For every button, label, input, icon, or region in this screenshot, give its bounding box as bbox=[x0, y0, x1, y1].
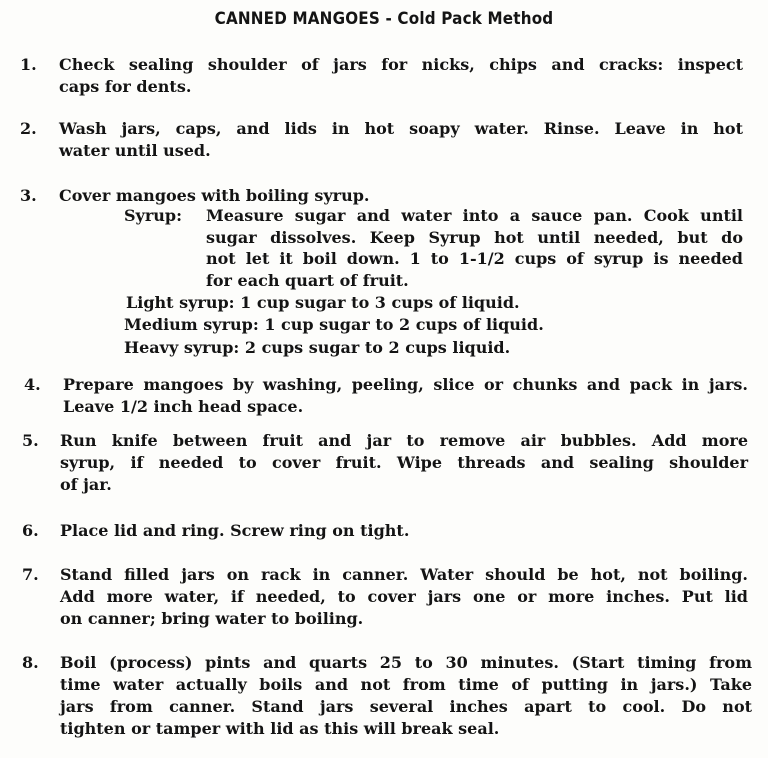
step-number: 3. bbox=[20, 186, 37, 205]
step-text-line: Place lid and ring. Screw ring on tight. bbox=[60, 521, 410, 540]
page-title: CANNED MANGOES - Cold Pack Method bbox=[214, 9, 554, 28]
heavy-syrup: Heavy syrup: 2 cups sugar to 2 cups liquid. bbox=[124, 338, 511, 357]
step-text-line: caps for dents. bbox=[59, 77, 192, 96]
syrup-text-line: Measure sugar and water into a sauce pan. Cook until bbox=[206, 206, 743, 225]
syrup-text-line: for each quart of fruit. bbox=[206, 270, 409, 290]
light-syrup: Light syrup: 1 cup sugar to 3 cups of liquid. bbox=[126, 293, 520, 312]
step-number: 1. bbox=[20, 55, 37, 74]
step-text-line: time water actually boils and not from time of putting in jars.) Take bbox=[60, 675, 752, 694]
syrup-text-line: not let it boil down. 1 to 1-1/2 cups of syrup is needed bbox=[206, 249, 743, 268]
step-text-line: on canner; bring water to boiling. bbox=[60, 609, 364, 628]
medium-syrup: Medium syrup: 1 cup sugar to 2 cups of liquid. bbox=[124, 315, 544, 334]
step-text-line: Boil (process) pints and quarts 25 to 30 minutes. (Start timing from bbox=[60, 653, 752, 672]
step-text-line: of jar. bbox=[60, 475, 112, 494]
step-text-line: Add more water, if needed, to cover jars one or more inches. Put lid bbox=[60, 587, 748, 606]
step-text-line: tighten or tamper with lid as this will break seal. bbox=[60, 719, 500, 738]
step-text-line: Wash jars, caps, and lids in hot soapy water. Rinse. Leave in hot bbox=[59, 119, 743, 138]
step-number: 5. bbox=[22, 431, 39, 450]
syrup-label: Syrup: bbox=[124, 206, 183, 225]
step-text-line: Stand filled jars on rack in canner. Water should be hot, not boiling. bbox=[60, 565, 748, 584]
step-text-line: Prepare mangoes by washing, peeling, slice or chunks and pack in jars. bbox=[63, 375, 748, 394]
step-number: 4. bbox=[24, 375, 41, 394]
step-number: 8. bbox=[22, 653, 39, 672]
step-number: 6. bbox=[22, 521, 39, 540]
step-text-line: water until used. bbox=[59, 141, 211, 160]
step-text-line: Run knife between fruit and jar to remove air bubbles. Add more bbox=[60, 431, 748, 450]
step-text-line: jars from canner. Stand jars several inches apart to cool. Do not bbox=[60, 697, 752, 716]
step-text-line: Leave 1/2 inch head space. bbox=[63, 397, 304, 416]
step-text-line: syrup, if needed to cover fruit. Wipe threads and sealing shoulder bbox=[60, 453, 748, 472]
step-number: 7. bbox=[22, 565, 39, 584]
syrup-text-line: sugar dissolves. Keep Syrup hot until needed, but do bbox=[206, 227, 743, 247]
step-text-line: Check sealing shoulder of jars for nicks, chips and cracks: inspect bbox=[59, 55, 743, 74]
step-number: 2. bbox=[20, 119, 37, 138]
step-text-line: Cover mangoes with boiling syrup. bbox=[59, 186, 370, 205]
